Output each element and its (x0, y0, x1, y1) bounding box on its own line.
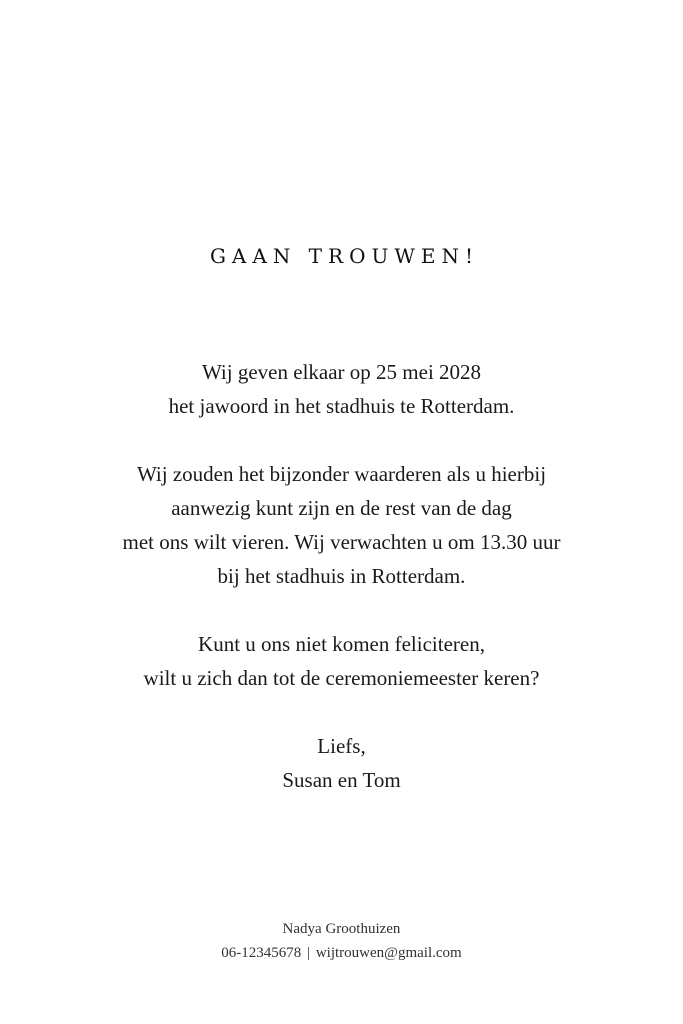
contact-details (0, 941, 683, 965)
contact-separator: | (307, 945, 311, 961)
text-line: Wij geven elkaar op 25 mei 2028 (201, 360, 482, 384)
text-line: het jawoord in het stadhuis te Rotterdam. (168, 394, 515, 418)
contact-footer (0, 917, 683, 965)
text-line: Kunt u ons niet komen feliciteren, (198, 632, 485, 656)
text-line: bij het stadhuis in Rotterdam. (217, 564, 466, 588)
text-line: Wij zouden het bijzonder waarderen als u hierbij (136, 462, 547, 486)
invitation-paragraph (0, 457, 683, 593)
text-line: met ons wilt vieren. Wij verwachten u om 13.30 uur (122, 530, 561, 554)
text-line: aanwezig kunt zijn en de rest van de dag (171, 496, 512, 520)
text-line: wilt u zich dan tot de ceremoniemeester keren? (143, 666, 540, 690)
signature-names: Susan en Tom (282, 768, 401, 792)
announcement-paragraph (0, 355, 683, 423)
contact-email[interactable]: wijtrouwen@gmail.com (315, 945, 462, 961)
signature-paragraph (0, 729, 683, 797)
closing-line: Liefs, (317, 734, 366, 758)
contact-name: Nadya Groothuizen (282, 921, 401, 937)
invitation-body (0, 355, 683, 831)
contact-phone: 06-12345678 (221, 945, 302, 961)
contact-paragraph (0, 627, 683, 695)
invitation-title: GAAN TROUWEN! (209, 244, 480, 268)
